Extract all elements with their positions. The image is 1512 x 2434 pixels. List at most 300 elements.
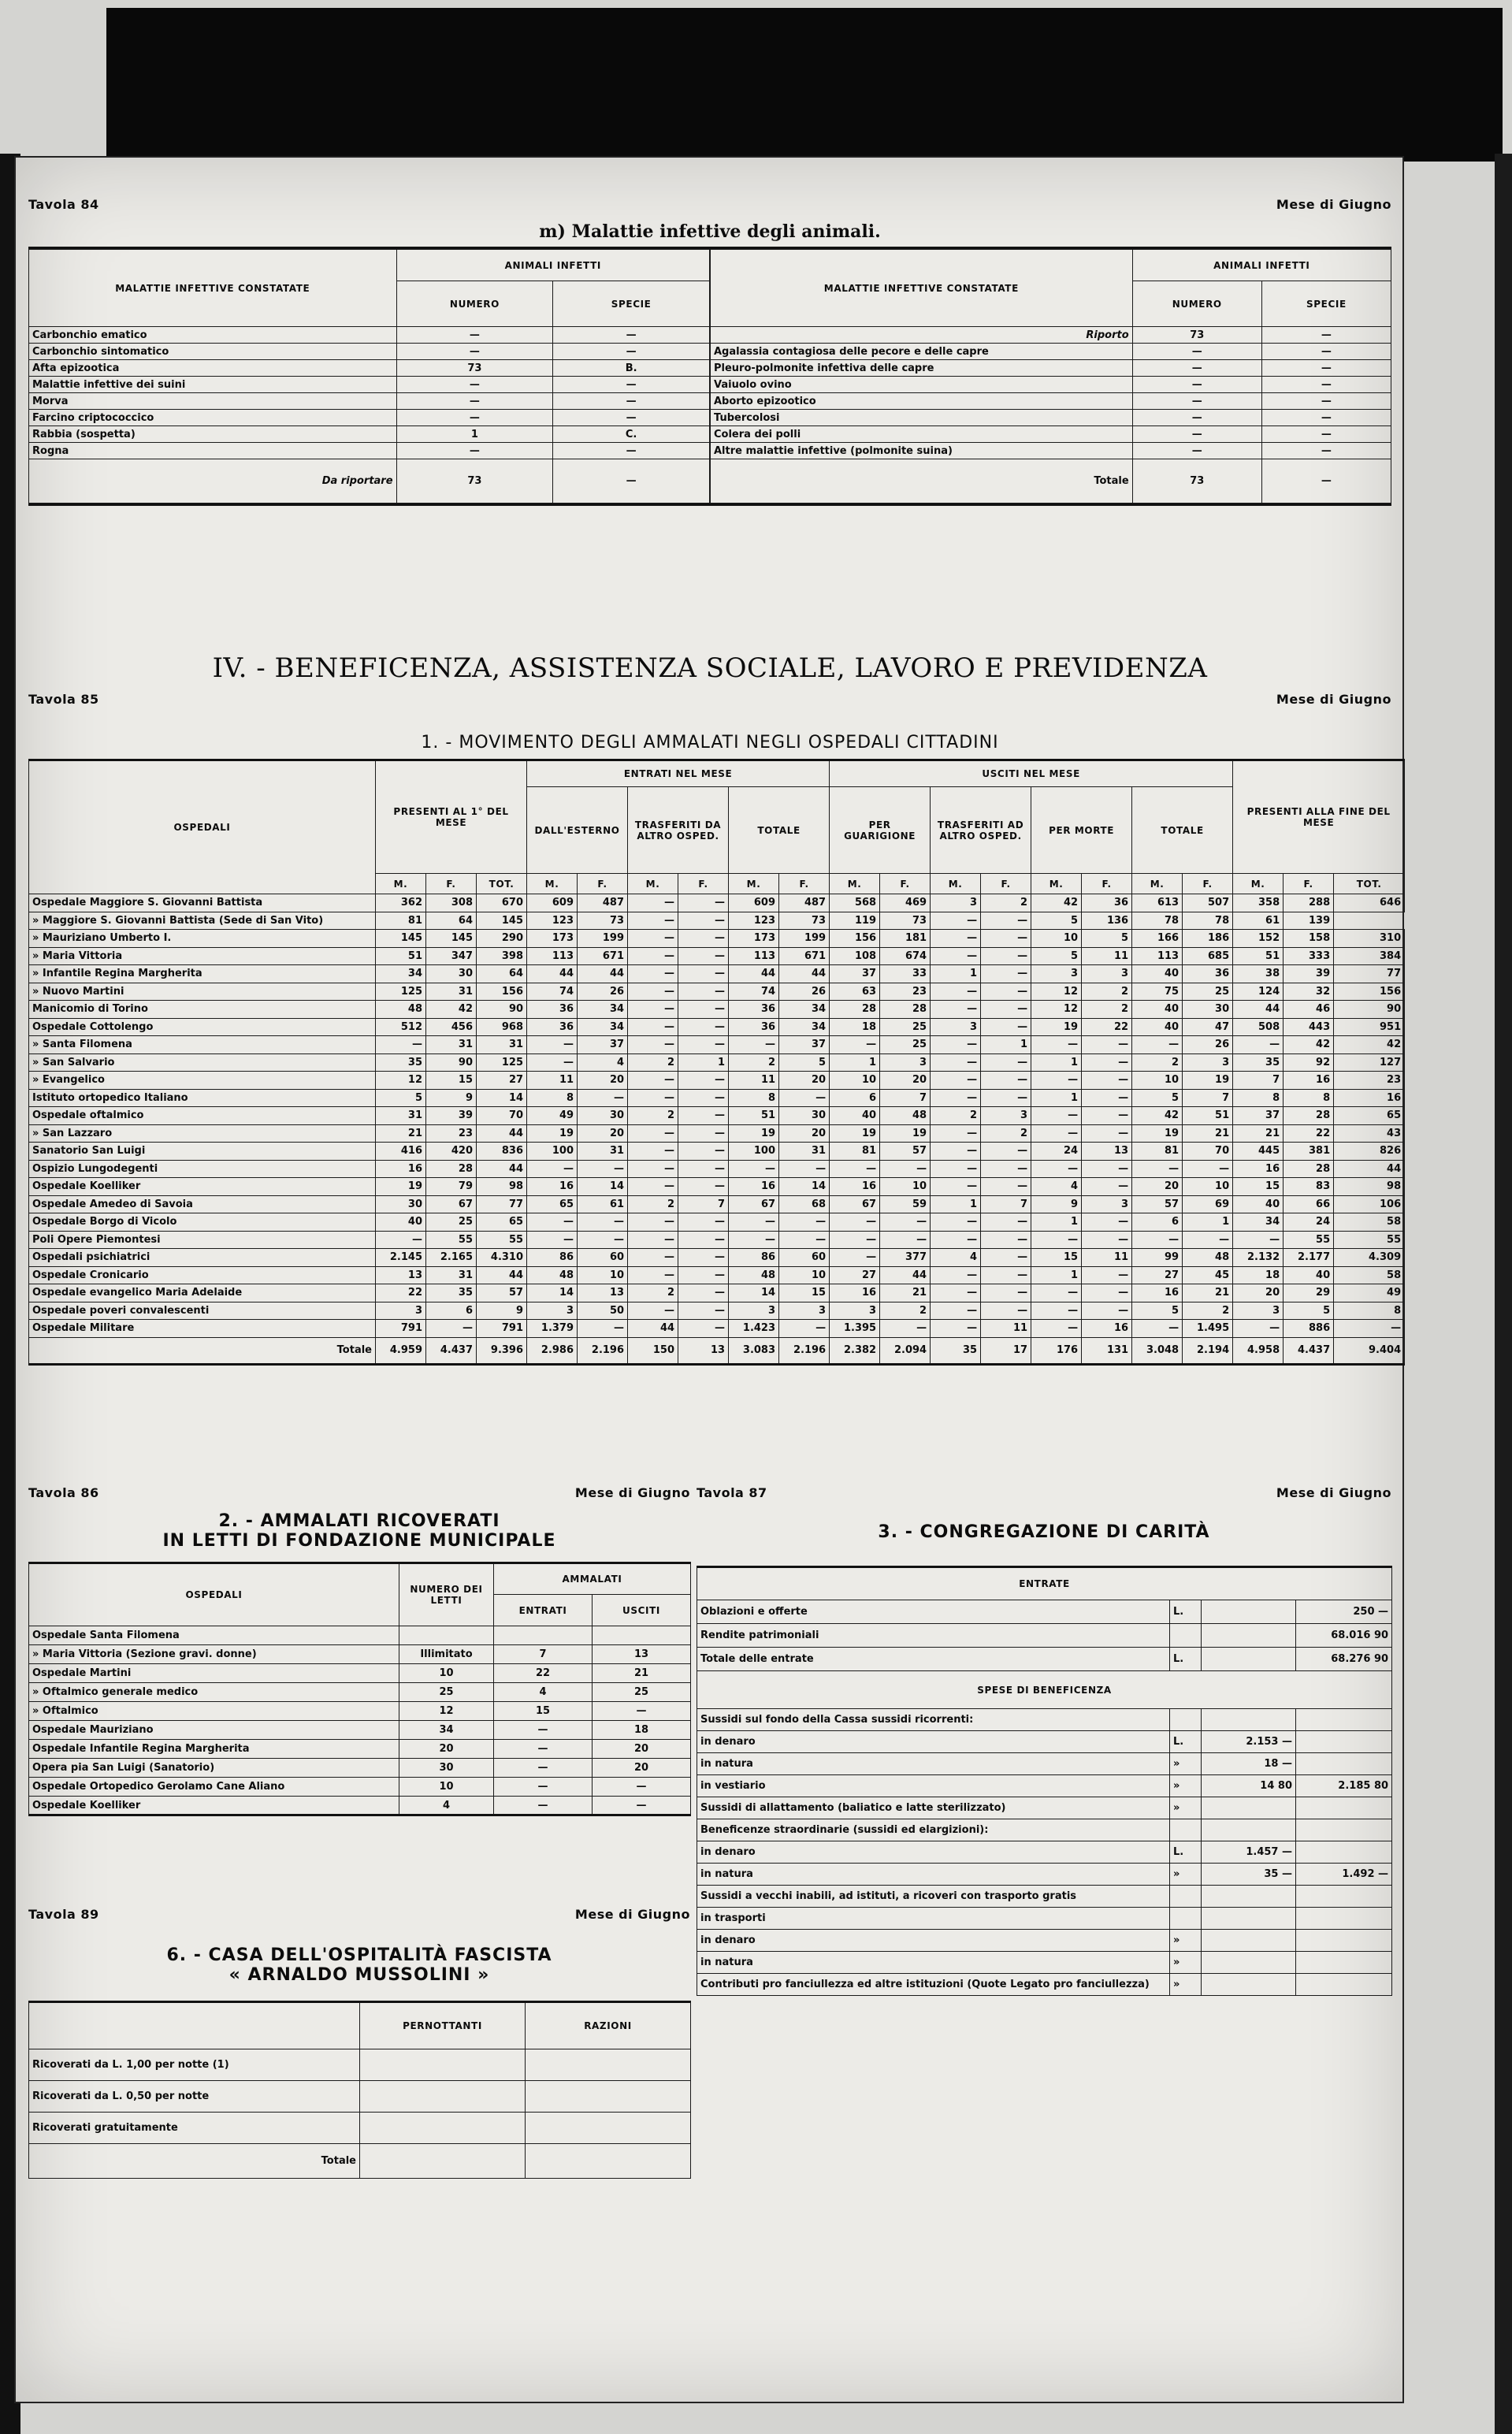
cell-value: 3 (1183, 1053, 1233, 1072)
cell-value: 671 (578, 947, 628, 965)
hospital-name: » Mauriziano Umberto I. (29, 930, 376, 948)
empty-cell (1202, 1600, 1296, 1624)
cell-value: — (1334, 1320, 1405, 1338)
cell-value: 3 (779, 1302, 830, 1320)
cell-value: — (628, 912, 678, 930)
cell-value: 10 (578, 1266, 628, 1284)
total-value: 2.382 (830, 1337, 880, 1364)
disease-number: — (396, 344, 553, 360)
cell-value: — (1082, 1266, 1132, 1284)
cell-value: 16 (1132, 1284, 1183, 1302)
total-value: 35 (931, 1337, 981, 1364)
cell-value: — (1233, 1231, 1284, 1249)
cell-value: 74 (527, 983, 578, 1001)
ricoverati-body (29, 1626, 691, 1815)
cell-value: 512 (376, 1018, 426, 1036)
cell-value: 11 (1082, 947, 1132, 965)
table-row (29, 1740, 691, 1759)
cell-value: 613 (1132, 894, 1183, 912)
cell-value: 67 (729, 1195, 779, 1213)
congregazione-title: 3. - CONGREGAZIONE DI CARITÀ (878, 1522, 1210, 1542)
beds-count: 20 (399, 1740, 494, 1759)
casa-title-1: 6. - CASA DELL'OSPITALITÀ FASCISTA (166, 1945, 552, 1965)
total-value: 17 (981, 1337, 1031, 1364)
right-total-number: 73 (1132, 459, 1261, 504)
spesa-label: in natura (697, 1864, 1170, 1886)
cell-value: 65 (477, 1213, 527, 1232)
cell-value: 1 (1031, 1266, 1082, 1284)
hospital-name: Ospedale Infantile Regina Margherita (29, 1740, 399, 1759)
cell-value: 7 (981, 1195, 1031, 1213)
cell-value: 50 (578, 1302, 628, 1320)
usciti-count: 20 (593, 1759, 691, 1778)
currency-mark: L. (1170, 1600, 1202, 1624)
cell-value: 18 (1233, 1266, 1284, 1284)
cell-value: — (376, 1036, 426, 1054)
sub-header-cell: F. (678, 874, 729, 894)
sub-header-cell: F. (1284, 874, 1334, 894)
cell-value: 19 (729, 1124, 779, 1143)
cell-value: 19 (527, 1124, 578, 1143)
spesa-total (1296, 1753, 1392, 1775)
cell-value: 69 (1183, 1195, 1233, 1213)
cell-value: — (729, 1231, 779, 1249)
cell-value: 31 (426, 983, 477, 1001)
cell-value: — (678, 1231, 729, 1249)
section-heading-block (28, 652, 1391, 707)
cell-value: 100 (527, 1143, 578, 1161)
hospital-name: Opera pia San Luigi (Sanatorio) (29, 1759, 399, 1778)
cell-value: 2 (1082, 983, 1132, 1001)
cell-value: — (1183, 1160, 1233, 1178)
sub-header-cell: M. (1233, 874, 1284, 894)
table-row (29, 1626, 691, 1645)
col-animali-header-right: ANIMALI INFETTI (1132, 250, 1391, 281)
cell-value: 25 (426, 1213, 477, 1232)
cell-value: — (931, 1036, 981, 1054)
table-row (29, 1178, 1405, 1196)
cell-value: 15 (426, 1072, 477, 1090)
ricoverati-entrati-header: ENTRATI (494, 1595, 593, 1626)
sub-header-cell: M. (729, 874, 779, 894)
cell-value: 16 (1233, 1160, 1284, 1178)
disease-number: — (1132, 377, 1261, 393)
col-esterno-header: DALL'ESTERNO (527, 787, 628, 874)
cell-value: 35 (376, 1053, 426, 1072)
hospital-name: » Evangelico (29, 1072, 376, 1090)
cell-value: 40 (376, 1213, 426, 1232)
hospital-name: Ospedale Borgo di Vicolo (29, 1213, 376, 1232)
cell-value: — (830, 1231, 880, 1249)
cell-value: 7 (1233, 1072, 1284, 1090)
cell-value: 381 (1284, 1143, 1334, 1161)
table-row (697, 1908, 1392, 1930)
cell-value: 1 (931, 965, 981, 983)
cell-value: 10 (1132, 1072, 1183, 1090)
cell-value: 30 (426, 965, 477, 983)
currency-mark: » (1170, 1864, 1202, 1886)
cell-value: 34 (578, 1018, 628, 1036)
cell-value: 67 (830, 1195, 880, 1213)
hospital-name: » Maggiore S. Giovanni Battista (Sede di San Vito) (29, 912, 376, 930)
cell-value: 31 (779, 1143, 830, 1161)
cell-value: 48 (729, 1266, 779, 1284)
cell-value: 55 (426, 1231, 477, 1249)
total-value: 131 (1082, 1337, 1132, 1364)
spesa-label: in trasporti (697, 1908, 1170, 1930)
cell-value: 66 (1284, 1195, 1334, 1213)
cell-value: 173 (729, 930, 779, 948)
col-numero-header-right: NUMERO (1132, 281, 1261, 327)
spesa-total (1296, 1930, 1392, 1952)
cell-value: 44 (477, 1266, 527, 1284)
cell-value: — (527, 1160, 578, 1178)
cell-value: 16 (1082, 1320, 1132, 1338)
entrati-count: 4 (494, 1683, 593, 1702)
cell-value: — (1082, 1124, 1132, 1143)
cell-value: 2 (981, 894, 1031, 912)
table-number: Tavola 86 (28, 1485, 99, 1500)
cell-value: 119 (830, 912, 880, 930)
cell-value: 90 (1334, 1001, 1405, 1019)
cell-value: 14 (779, 1178, 830, 1196)
table-row (29, 1721, 691, 1740)
disease-species: — (1261, 426, 1391, 443)
cell-value: 78 (1132, 912, 1183, 930)
cell-value: 47 (1183, 1018, 1233, 1036)
beds-count: 10 (399, 1778, 494, 1797)
entrati-count: — (494, 1721, 593, 1740)
cell-value: 127 (1334, 1053, 1405, 1072)
beds-count: Illimitato (399, 1645, 494, 1664)
cell-value: 19 (880, 1124, 931, 1143)
table-row (29, 1001, 1405, 1019)
spesa-partial (1202, 1709, 1296, 1731)
cell-value: 79 (426, 1178, 477, 1196)
cell-value: — (981, 1072, 1031, 1090)
cell-value: 44 (477, 1160, 527, 1178)
cell-value: 377 (880, 1249, 931, 1267)
spesa-label: in natura (697, 1753, 1170, 1775)
cell-value: 23 (426, 1124, 477, 1143)
table-row (29, 1072, 1405, 1090)
cell-value: 65 (1334, 1107, 1405, 1125)
cell-value: 7 (678, 1195, 729, 1213)
cell-value: — (931, 1320, 981, 1338)
cell-value: 31 (376, 1107, 426, 1125)
cell-value: — (729, 1213, 779, 1232)
entrata-label: Rendite patrimoniali (697, 1624, 1170, 1648)
cell-value: 36 (527, 1018, 578, 1036)
hospital-name: Ospedale Cottolengo (29, 1018, 376, 1036)
usciti-count: — (593, 1778, 691, 1797)
right-total-species: — (1261, 459, 1391, 504)
spesa-label: in denaro (697, 1841, 1170, 1864)
cell-value: — (729, 1036, 779, 1054)
cell-value: 22 (1284, 1124, 1334, 1143)
table-row (697, 1841, 1392, 1864)
table-row (29, 1320, 1405, 1338)
cell-value: 836 (477, 1143, 527, 1161)
cell-value: 34 (376, 965, 426, 983)
hospital-name: » Nuovo Martini (29, 983, 376, 1001)
cell-value: 508 (1233, 1018, 1284, 1036)
disease-name: Rogna (29, 443, 397, 459)
cell-value: 199 (578, 930, 628, 948)
cell-value: — (981, 930, 1031, 948)
cell-value: 2 (1132, 1053, 1183, 1072)
disease-name: Carbonchio ematico (29, 327, 397, 344)
cell-value: 45 (1183, 1266, 1233, 1284)
cell-value: 456 (426, 1018, 477, 1036)
cell-value: 671 (779, 947, 830, 965)
cell-value: — (1082, 1036, 1132, 1054)
movimento-section (28, 733, 1402, 1366)
cell-value: 29 (1284, 1284, 1334, 1302)
cell-value: — (628, 1001, 678, 1019)
cell-value: 145 (477, 912, 527, 930)
disease-species: — (553, 393, 710, 410)
cell-value: 145 (426, 930, 477, 948)
cell-value: 42 (1334, 1036, 1405, 1054)
currency-mark: » (1170, 1753, 1202, 1775)
ricoverati-usciti-header: USCITI (593, 1595, 691, 1626)
cell-value: 42 (1132, 1107, 1183, 1125)
empty-cell (1202, 1648, 1296, 1671)
table-row (29, 1702, 691, 1721)
cell-value: — (1082, 1160, 1132, 1178)
beds-count: 12 (399, 1702, 494, 1721)
cell-value: 20 (578, 1072, 628, 1090)
currency-mark: L. (1170, 1648, 1202, 1671)
ricoverati-section (28, 1485, 690, 1816)
cell-value: 86 (729, 1249, 779, 1267)
cell-value: 2 (628, 1284, 678, 1302)
cell-value: 826 (1334, 1143, 1405, 1161)
cell-value: — (678, 1160, 729, 1178)
cell-value: 125 (376, 983, 426, 1001)
cell-value: 39 (426, 1107, 477, 1125)
entrati-count: 7 (494, 1645, 593, 1664)
cell-value: 310 (1334, 930, 1405, 948)
col-trasf-da-header: TRASFERITI DA ALTRO OSPED. (628, 787, 729, 874)
cell-value: — (981, 983, 1031, 1001)
cell-value: 106 (1334, 1195, 1405, 1213)
table-row (29, 1195, 1405, 1213)
cell-value: — (1031, 1160, 1082, 1178)
disease-number: — (1132, 344, 1261, 360)
movimento-body (29, 894, 1405, 1338)
cell-value: 20 (779, 1124, 830, 1143)
cell-value: — (779, 1320, 830, 1338)
cell-value: 3 (981, 1107, 1031, 1125)
table-row (29, 1036, 1405, 1054)
ricoverati-table (28, 1562, 691, 1816)
col-guarigione-header: PER GUARIGIONE (830, 787, 931, 874)
total-value: 2.094 (880, 1337, 931, 1364)
cell-value: — (678, 912, 729, 930)
casa-row-razioni (526, 2113, 691, 2144)
disease-number: — (1132, 393, 1261, 410)
cell-value: 199 (779, 930, 830, 948)
cell-value: — (1031, 1124, 1082, 1143)
cell-value: 5 (1031, 947, 1082, 965)
cell-value: — (628, 947, 678, 965)
cell-value: — (578, 1320, 628, 1338)
cell-value: — (1031, 1107, 1082, 1125)
total-value: 4.437 (426, 1337, 477, 1364)
currency-mark: » (1170, 1797, 1202, 1819)
hospital-name: » Oftalmico generale medico (29, 1683, 399, 1702)
casa-pernottanti-header: PERNOTTANTI (360, 2002, 526, 2049)
table-row (29, 1797, 691, 1815)
disease-number: — (396, 410, 553, 426)
disease-species: — (1261, 393, 1391, 410)
cell-value: 3 (1082, 965, 1132, 983)
cell-value: 64 (477, 965, 527, 983)
hospital-name: Ospedale Amedeo di Savoia (29, 1195, 376, 1213)
disease-species: — (553, 377, 710, 393)
cell-value: — (931, 1143, 981, 1161)
cell-value: 1 (1031, 1213, 1082, 1232)
cell-value: 100 (729, 1143, 779, 1161)
cell-value: — (981, 1249, 1031, 1267)
disease-number: 73 (396, 360, 553, 377)
sub-header-cell: F. (426, 874, 477, 894)
cell-value: 8 (1284, 1089, 1334, 1107)
sub-header-cell: F. (1082, 874, 1132, 894)
disease-number: — (1132, 360, 1261, 377)
cell-value: 951 (1334, 1018, 1405, 1036)
cell-value: — (1233, 1036, 1284, 1054)
cell-value: — (1082, 1231, 1132, 1249)
cell-value: — (931, 947, 981, 965)
hospital-name: » Maria Vittoria (Sezione gravi. donne) (29, 1645, 399, 1664)
ricoverati-letti-header: NUMERO DEI LETTI (399, 1563, 494, 1626)
table-row (29, 947, 1405, 965)
cell-value: — (376, 1231, 426, 1249)
col-trasf-ad-header: TRASFERITI AD ALTRO OSPED. (931, 787, 1031, 874)
total-value: 13 (678, 1337, 729, 1364)
cell-value: 4.310 (477, 1249, 527, 1267)
cell-value: 23 (880, 983, 931, 1001)
cell-value: 5 (1132, 1302, 1183, 1320)
casa-total-pernottanti (360, 2144, 526, 2179)
cell-value: 5 (376, 1089, 426, 1107)
cell-value: 44 (1233, 1001, 1284, 1019)
cell-value: 7 (1183, 1089, 1233, 1107)
cell-value: 3 (1031, 965, 1082, 983)
malattie-left-body (29, 327, 710, 504)
cell-value: 42 (426, 1001, 477, 1019)
cell-value: 99 (1132, 1249, 1183, 1267)
table-row (29, 1124, 1405, 1143)
cell-value: 35 (1233, 1053, 1284, 1072)
cell-value: 2 (628, 1053, 678, 1072)
cell-value: 123 (527, 912, 578, 930)
cell-value: — (578, 1213, 628, 1232)
cell-value: 44 (578, 965, 628, 983)
cell-value: 14 (527, 1284, 578, 1302)
cell-value: 4 (578, 1053, 628, 1072)
total-label: Totale (29, 1337, 376, 1364)
cell-value: 31 (578, 1143, 628, 1161)
cell-value: — (1082, 1072, 1132, 1090)
sub-header-cell: M. (376, 874, 426, 894)
currency-mark: L. (1170, 1841, 1202, 1864)
sub-header-cell: F. (880, 874, 931, 894)
cell-value: 55 (477, 1231, 527, 1249)
cell-value: — (628, 1072, 678, 1090)
cell-value: — (931, 983, 981, 1001)
cell-value: 68 (779, 1195, 830, 1213)
cell-value: 75 (1132, 983, 1183, 1001)
hospital-name: Ospedale poveri convalescenti (29, 1302, 376, 1320)
cell-value: 8 (527, 1089, 578, 1107)
cell-value: 19 (1132, 1124, 1183, 1143)
cell-value: 73 (779, 912, 830, 930)
cell-value: 40 (1132, 1001, 1183, 1019)
table-row (697, 1648, 1392, 1671)
cell-value: 124 (1233, 983, 1284, 1001)
usciti-count: 20 (593, 1740, 691, 1759)
cell-value: 791 (376, 1320, 426, 1338)
cell-value: 34 (578, 1001, 628, 1019)
usciti-count: 13 (593, 1645, 691, 1664)
currency-mark (1170, 1908, 1202, 1930)
casa-razioni-header: RAZIONI (526, 2002, 691, 2049)
cell-value: 156 (1334, 983, 1405, 1001)
cell-value: — (981, 965, 1031, 983)
disease-name: Riporto (711, 327, 1133, 344)
cell-value: 4.309 (1334, 1249, 1405, 1267)
cell-value: 8 (729, 1089, 779, 1107)
hospital-name: Sanatorio San Luigi (29, 1143, 376, 1161)
currency-mark: L. (1170, 1731, 1202, 1753)
cell-value: 3 (1082, 1195, 1132, 1213)
movimento-total-row (29, 1337, 1405, 1364)
cell-value: 139 (1284, 912, 1334, 930)
cell-value: 3 (931, 894, 981, 912)
cell-value: 39 (1284, 965, 1334, 983)
left-total-label: Da riportare (29, 459, 397, 504)
table-row (697, 1864, 1392, 1886)
cell-value: — (981, 1018, 1031, 1036)
cell-value: 57 (880, 1143, 931, 1161)
movimento-table (28, 759, 1405, 1366)
disease-species: — (553, 327, 710, 344)
cell-value: 55 (1334, 1231, 1405, 1249)
cell-value: 6 (1132, 1213, 1183, 1232)
spesa-partial: 35 — (1202, 1864, 1296, 1886)
cell-value: 1 (678, 1053, 729, 1072)
cell-value: — (1031, 1231, 1082, 1249)
table-row (29, 1302, 1405, 1320)
cell-value: 37 (779, 1036, 830, 1054)
cell-value: 33 (880, 965, 931, 983)
ricoverati-title-1: 2. - AMMALATI RICOVERATI (218, 1511, 500, 1531)
table-row (697, 1600, 1392, 1624)
cell-value: 63 (830, 983, 880, 1001)
cell-value: — (628, 1036, 678, 1054)
disease-number: — (396, 327, 553, 344)
cell-value: 2.132 (1233, 1249, 1284, 1267)
cell-value: 3 (729, 1302, 779, 1320)
cell-value: 28 (1284, 1107, 1334, 1125)
sub-header-cell: F. (1183, 874, 1233, 894)
cell-value: 5 (779, 1053, 830, 1072)
beds-count: 30 (399, 1759, 494, 1778)
